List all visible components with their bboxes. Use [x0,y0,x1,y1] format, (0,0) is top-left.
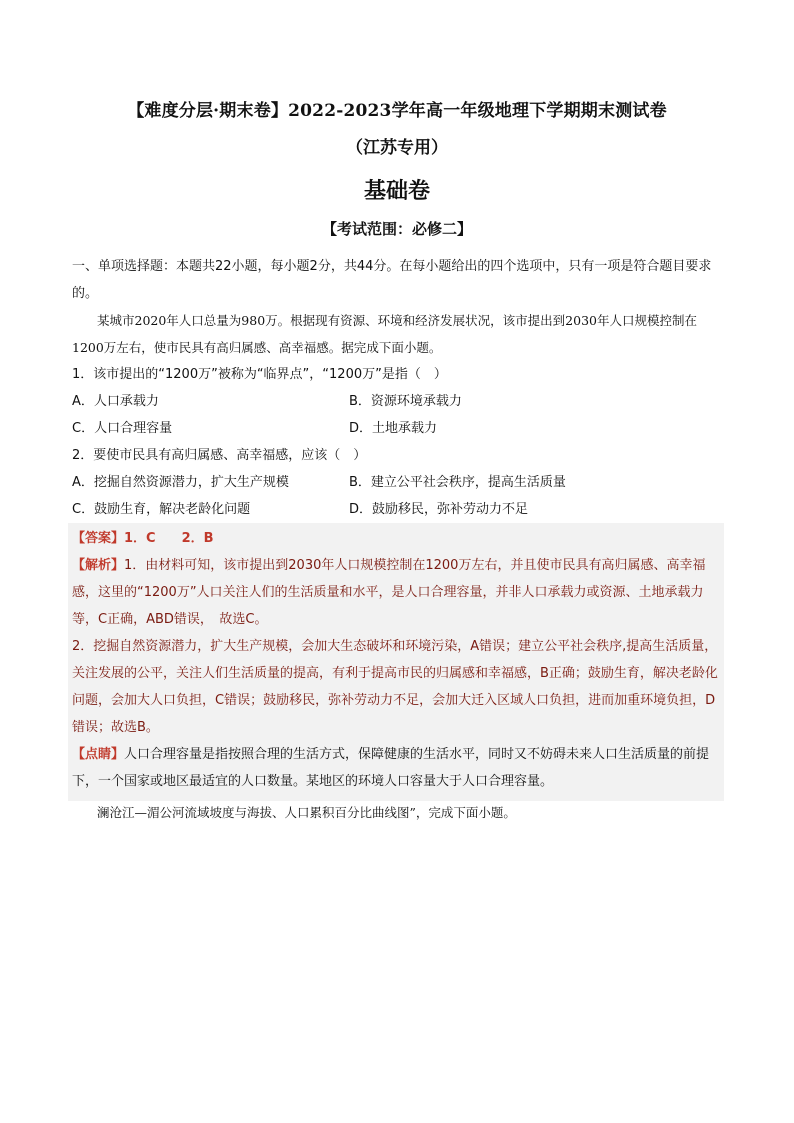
option-row [72,388,724,415]
option-c: C．鼓励生育，解决老龄化问题 [72,502,251,517]
option-a: A．人口承载力 [72,394,159,409]
option-b: B．建立公平社会秩序，提高生活质量 [349,475,566,490]
option-d: D．土地承载力 [349,421,438,436]
question-1-options [72,388,724,442]
question-2-options [72,469,724,523]
analysis-2 [72,633,724,741]
section-instructions: 一、单项选择题：本题共22小题，每小题2分，共44分。在每小题给出的四个选项中，只有一项是符合题目要求的。 [72,259,712,301]
analysis-1 [72,552,724,633]
option-c: C．人口合理容量 [72,421,173,436]
option-row [72,415,724,442]
answer-text: 1．C 2．B [124,531,214,546]
question-2-stem: 2．要使市民具有高归属感、高幸福感，应该（ ） [72,448,367,463]
tip [72,741,724,795]
option-b: B．资源环境承载力 [349,394,462,409]
option-row [72,496,724,523]
question-material: 某城市2020年人口总量为980万。根据现有资源、环境和经济发展状况，该市提出到2030年人口规模控制在1200万左右，使市民具有高归属感、高幸福感。据完成下面小题。 [72,313,697,355]
option-d: D．鼓励移民，弥补劳动力不足 [349,502,529,517]
exam-level: 基础卷 [363,179,430,204]
tip-text: 人口合理容量是指按照合理的生活方式，保障健康的生活水平，同时又不妨碍未来人口生活质量的前提下，一个国家或地区最适宜的人口数量。某地区的环境人口容量大于人口合理容量。 [72,747,710,789]
answer-tag: 【答案】 [72,531,125,546]
option-a: A．挖掘自然资源潜力，扩大生产规模 [72,475,289,490]
next-question-material: 澜沧江—湄公河流域坡度与海拔、人口累积百分比曲线图”，完成下面小题。 [97,805,516,820]
analysis-2-text: 2．挖掘自然资源潜力，扩大生产规模，会加大生态破坏和环境污染，A错误；建立公平社会秩序,提高生活质量，关注发展的公平，关注人们生活质量的提高，有利于提高市民的归属感和幸福感，B正确；鼓励生育，解决老龄化问题，会加大人口负担，C错误；鼓励移民，弥补劳动力不足，会加大迁入区域人口负担，进而加重环境负担，D错误；故选B。 [72,639,718,735]
analysis-tag: 【解析】 [72,558,125,573]
question-1-stem: 1．该市提出的“1200万”被称为“临界点”，“1200万”是指（ ） [72,367,447,382]
analysis-1-text: 1．由材料可知，该市提出到2030年人口规模控制在1200万左右，并且使市民具有高归属感、高幸福感，这里的“1200万”人口关注人们的生活质量和水平，是人口合理容量，并非人口承载力或资源、土地承载力等，C正确，ABD错误， 故选C。 [72,558,706,627]
tip-tag: 【点睛】 [72,747,125,762]
option-row [72,469,724,496]
exam-subtitle: （江苏专用） [346,138,448,158]
exam-scope: 【考试范围：必修二】 [321,220,472,238]
exam-title: 【难度分层·期末卷】2022-2023学年高一年级地理下学期期末测试卷 [127,101,667,121]
answer-line [72,525,724,552]
